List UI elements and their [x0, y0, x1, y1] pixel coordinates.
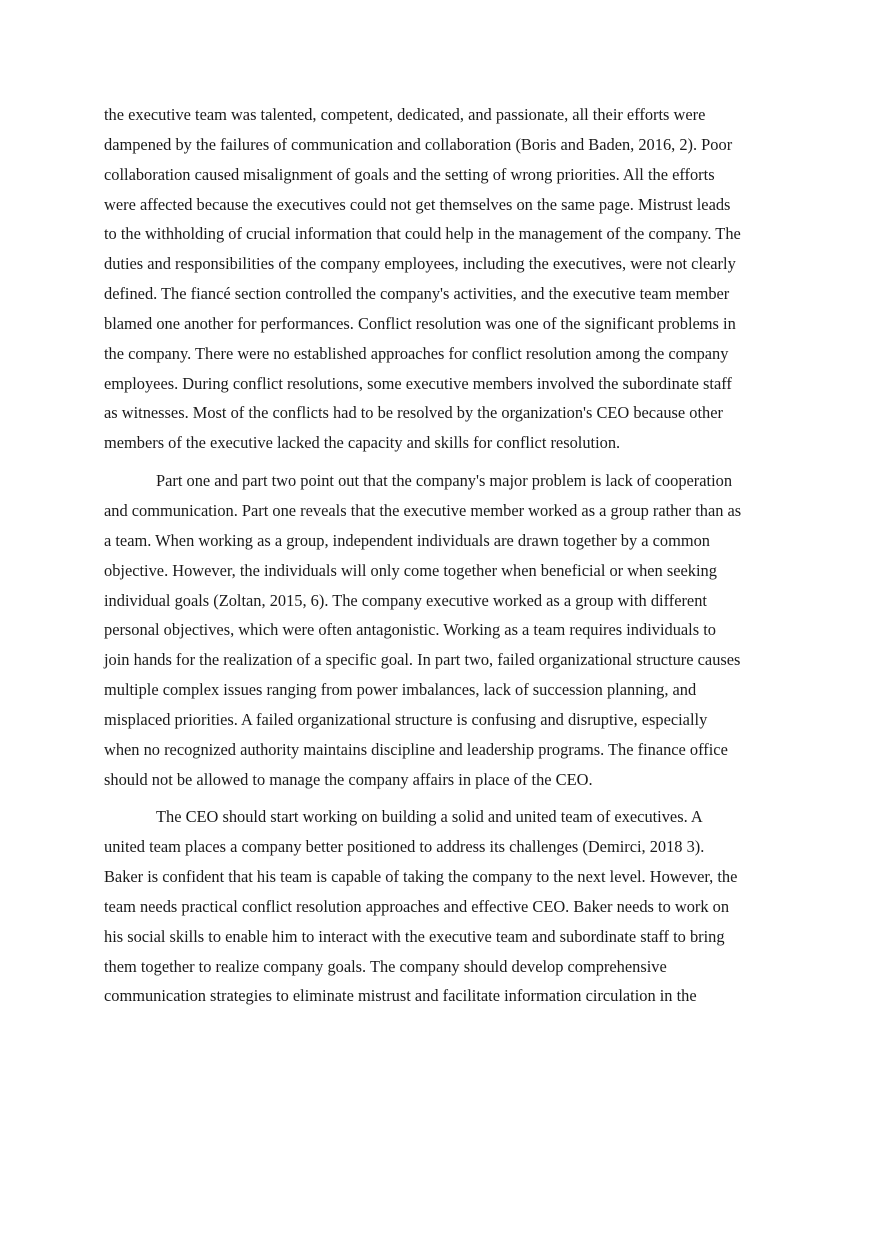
text-line: a team. When working as a group, independent individuals are drawn together by a common [104, 530, 710, 550]
text-line: join hands for the realization of a specific goal. In part two, failed organizational structure causes [104, 650, 741, 670]
paragraph-2 [104, 466, 780, 794]
paragraph-gap [104, 794, 780, 802]
paragraph-gap [104, 458, 780, 466]
text-line: communication strategies to eliminate mistrust and facilitate information circulation in the [104, 986, 697, 1006]
text-line: were affected because the executives could not get themselves on the same page. Mistrust leads [104, 194, 731, 214]
text-line: blamed one another for performances. Conflict resolution was one of the significant problems in [104, 313, 736, 333]
text-line: collaboration caused misalignment of goals and the setting of wrong priorities. All the efforts [104, 164, 715, 184]
paragraph-1 [104, 100, 780, 458]
text-line: personal objectives, which were often antagonistic. Working as a team requires individuals to [104, 620, 716, 640]
text-line: the company. There were no established approaches for conflict resolution among the company [104, 343, 729, 363]
text-line: objective. However, the individuals will only come together when beneficial or when seeking [104, 560, 717, 580]
text-line: The CEO should start working on building a solid and united team of executives. A [156, 807, 703, 827]
text-line: multiple complex issues ranging from power imbalances, lack of succession planning, and [104, 680, 697, 700]
text-line: defined. The fiancé section controlled the company's activities, and the executive team member [104, 284, 730, 304]
text-line: when no recognized authority maintains discipline and leadership programs. The finance office [104, 739, 728, 759]
text-line: his social skills to enable him to interact with the executive team and subordinate staff to bring [104, 926, 725, 946]
text-line: should not be allowed to manage the company affairs in place of the CEO. [104, 769, 593, 789]
text-line: to the withholding of crucial information that could help in the management of the company. The [104, 224, 741, 244]
text-line: them together to realize company goals. The company should develop comprehensive [104, 956, 667, 976]
text-line: Baker is confident that his team is capable of taking the company to the next level. However, the [104, 867, 738, 887]
text-line: employees. During conflict resolutions, some executive members involved the subordinate staff [104, 373, 732, 393]
document-body [104, 100, 780, 1011]
text-line: the executive team was talented, competent, dedicated, and passionate, all their efforts were [104, 105, 706, 124]
paragraph-3 [104, 802, 780, 1011]
text-line: team needs practical conflict resolution approaches and effective CEO. Baker needs to work on [104, 896, 730, 916]
text-line: duties and responsibilities of the company employees, including the executives, were not clearly [104, 254, 736, 274]
text-line: as witnesses. Most of the conflicts had to be resolved by the organization's CEO because other [104, 403, 723, 423]
text-line: individual goals (Zoltan, 2015, 6). The company executive worked as a group with different [104, 590, 707, 610]
text-line: and communication. Part one reveals that the executive member worked as a group rather than as [104, 500, 742, 520]
text-line: Part one and part two point out that the company's major problem is lack of cooperation [156, 471, 733, 491]
text-line: members of the executive lacked the capacity and skills for conflict resolution. [104, 433, 621, 453]
text-line: dampened by the failures of communication and collaboration (Boris and Baden, 2016, 2). Poor [104, 134, 733, 154]
text-line: united team places a company better positioned to address its challenges (Demirci, 2018 3). [104, 837, 705, 857]
text-line: misplaced priorities. A failed organizational structure is confusing and disruptive, especially [104, 709, 708, 729]
